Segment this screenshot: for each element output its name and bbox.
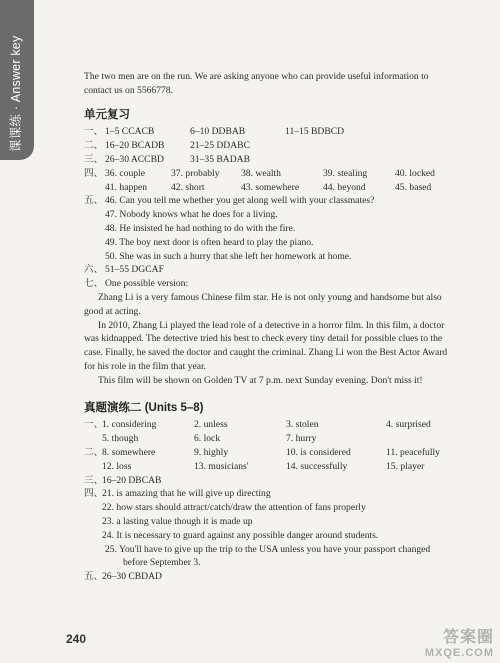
intro-paragraph: The two men are on the run. We are asking anyone who can provide useful information to contact us on 5566778. xyxy=(84,71,429,96)
unit-review-section-7: 七、 One possible version: xyxy=(84,278,189,290)
sentence-23: 23. a lasting value though it is made up xyxy=(102,515,253,527)
exam-section-4: 四、 21. is amazing that he will give up directing xyxy=(84,488,271,500)
essay-paragraph-2: In 2010, Zhang Li played the lead role of a detective in a horror film. In this film, a doctor was kidnapped. The detective tried his best to check every tiny detail for possible clues to the case. Finally, he saved the doctor and caught the criminal. Zhang Li won the Best Actor Award for his role in the film that year. xyxy=(84,319,448,372)
sentence-47: 47. Nobody knows what he does for a living. xyxy=(105,209,278,221)
exam-section-5: 五、 26–30 CBDAD xyxy=(84,571,162,583)
sentence-49: 49. The boy next door is often heard to play the piano. xyxy=(105,236,314,248)
exam-section-2: 二、 8. somewhere 9. highly 10. is considered 11. peacefully xyxy=(84,446,440,458)
exam-section-2-row-2: 12. loss 13. musicians' 14. successfully 15. player xyxy=(102,460,425,472)
side-tab xyxy=(0,0,34,160)
exam-heading: 真题演练二 (Units 5–8) xyxy=(84,401,204,414)
unit-review-section-3: 三、 26–30 ACCBD 31–35 BADAB xyxy=(84,153,250,165)
unit-review-section-1: 一、 1–5 CCACB 6–10 DDBAB 11–15 BDBCD xyxy=(84,126,345,138)
side-tab-label: 课课练 · Answer key xyxy=(9,35,23,152)
answer-content xyxy=(84,70,450,584)
unit-review-section-4-row-2: 41. happen 42. short 43. somewhere 44. beyond 45. based xyxy=(105,181,432,193)
exam-section-1-row-2: 5. though 6. lock 7. hurry xyxy=(102,433,317,445)
sentence-24: 24. It is necessary to guard against any possible danger around students. xyxy=(102,529,379,541)
essay-paragraph-1: Zhang Li is a very famous Chinese film star. He is not only young and handsome but also good at acting. xyxy=(84,291,442,317)
sentence-25: 25. You'll have to give up the trip to the USA unless you have your passport changed before September 3. xyxy=(105,543,431,569)
watermark-logo: 答案圈 MXQE.COM xyxy=(424,629,494,659)
unit-review-section-4: 四、 36. couple 37. probably 38. wealth 39. stealing 40. locked xyxy=(84,167,435,179)
unit-review-section-5: 五、 46. Can you tell me whether you get along well with your classmates? xyxy=(84,195,375,207)
sentence-22: 22. how stars should attract/catch/draw the attention of fans properly xyxy=(102,502,366,514)
sentence-48: 48. He insisted he had nothing to do with the fire. xyxy=(105,222,296,234)
page-number: 240 xyxy=(66,632,87,646)
unit-review-heading: 单元复习 xyxy=(84,108,130,121)
unit-review-section-2: 二、 16–20 BCADB 21–25 DDABC xyxy=(84,140,250,152)
exam-section-1: 一、 1. considering 2. unless 3. stolen 4. surprised xyxy=(84,419,431,431)
unit-review-section-6: 六、 51–55 DGCAF xyxy=(84,264,164,276)
sentence-50: 50. She was in such a hurry that she left her homework at home. xyxy=(105,250,352,262)
exam-section-3: 三、 16–20 DBCAB xyxy=(84,474,162,486)
essay-paragraph-3: This film will be shown on Golden TV at 7 p.m. next Sunday evening. Don't miss it! xyxy=(98,374,423,386)
